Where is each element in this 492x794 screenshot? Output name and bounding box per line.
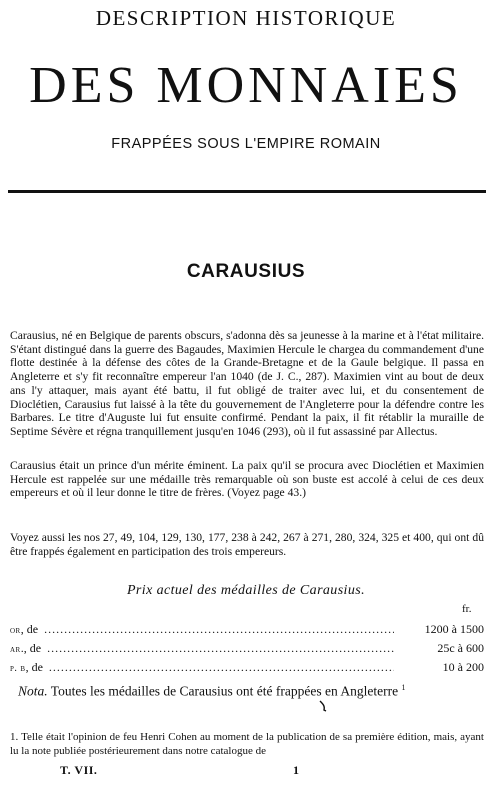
nota bbox=[18, 683, 484, 700]
price-range: 10 à 200 bbox=[442, 660, 484, 674]
paragraph-references bbox=[10, 531, 484, 558]
price-table-title: Prix actuel des médailles de Carausius. bbox=[126, 583, 365, 598]
leader-dots bbox=[47, 641, 394, 656]
header-subtitle: FRAPPÉES SOUS L'EMPIRE ROMAIN bbox=[111, 136, 381, 152]
leader-dots bbox=[49, 660, 394, 675]
price-range: 25c à 600 bbox=[437, 641, 484, 655]
sheet-number: 1 bbox=[293, 763, 299, 777]
price-row-pb bbox=[10, 660, 484, 676]
price-label: or, de bbox=[10, 622, 39, 636]
paragraph-biography bbox=[10, 329, 484, 439]
footnote: 1. Telle était l'opinion de feu Henri Cohen au moment de la publication de sa première édition, mais, ayant lu la note publiée postérieurement dans notre catalogue de bbox=[10, 731, 484, 757]
paragraph-text: Voyez aussi les nos 27, 49, 104, 129, 130, 177, 238 à 242, 267 à 271, 280, 324, 325 et 400, qui ont dû être frappés également en participation des trois empereurs. bbox=[10, 531, 484, 558]
price-label: ar., de bbox=[10, 641, 42, 655]
leader-dots bbox=[44, 622, 394, 637]
signature-mark: T. VII. bbox=[60, 763, 98, 777]
paragraph-text: Carausius, né en Belgique de parents obscurs, s'adonna dès sa jeunesse à la marine et à l'état militaire. S'étant distingué dans la guerre des Bagaudes, Maximien Hercule le chargea du commandement d'une flotte destinée à la défense des côtes de la Grande-Bretagne et de la Gaule belgique. Il passa en Angleterre et s'y fit reconnaître empereur l'an 1040 (de J. C., 287). Maximien vint au bout de deux ans l'y attaquer, mais ayant été battu, il fut obligé de traiter avec lui, et du consentement de Dioclétien, Carausius fut laissé à la tête du gouvernement de l'Angleterre pour la défendre contre les Barbares. Le titre d'Auguste lui fut ensuite confirmé. Pendant la paix, il fit rétablir la muraille de Septime Sévère et régna tranquillement jusqu'en 1046 (293), où il fut assassiné par Allectus. bbox=[10, 329, 484, 438]
footnote-ref: 1 bbox=[401, 683, 406, 692]
nota-label: Nota. bbox=[18, 683, 48, 699]
paragraph-text: Carausius était un prince d'un mérite éminent. La paix qu'il se procura avec Dioclétien et Maximien Hercule est rappelée sur une médaille très remarquable où son buste est accolé à celui de ces deux empereurs et où il leur donne le titre de frères. (Voyez page 43.) bbox=[10, 459, 484, 500]
price-row-ar bbox=[10, 641, 484, 657]
paragraph-merit bbox=[10, 459, 484, 500]
section-title: CARAUSIUS bbox=[186, 261, 306, 282]
nota-text: Toutes les médailles de Carausius ont été frappées en Angleterre bbox=[50, 683, 399, 699]
price-row-or bbox=[10, 622, 484, 638]
ink-mark-icon bbox=[318, 700, 328, 715]
header-line1: DESCRIPTION HISTORIQUE bbox=[95, 6, 397, 30]
price-range: 1200 à 1500 bbox=[424, 622, 484, 636]
header-rule bbox=[8, 190, 486, 193]
main-title: DES MONNAIES bbox=[29, 57, 463, 114]
price-unit: fr. bbox=[462, 603, 472, 615]
price-label: p. b, de bbox=[10, 660, 43, 674]
